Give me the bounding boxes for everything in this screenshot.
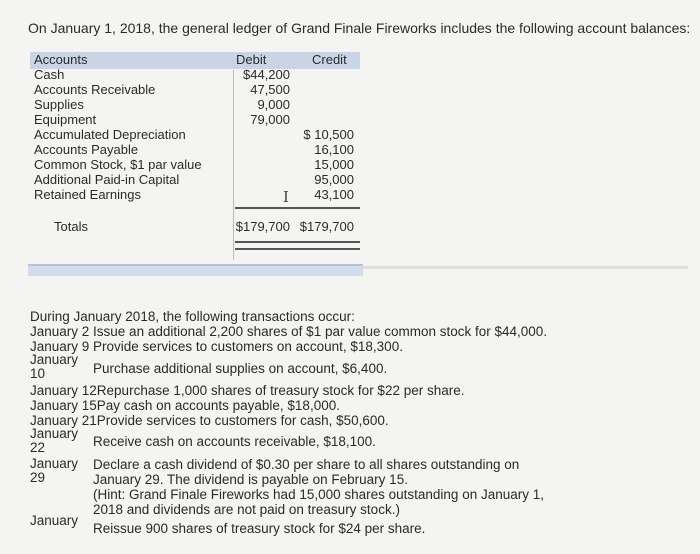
desc-line: 2018 and dividends are not paid on treasury stock.) — [93, 502, 400, 517]
row-account: Accumulated Depreciation — [34, 127, 186, 142]
row-debit: 47,500 — [250, 82, 290, 97]
row-account: Accounts Payable — [34, 142, 139, 157]
transaction-jan-30-date — [30, 514, 85, 528]
transaction-jan-30-desc: Reissue 900 shares of treasury stock for $24 per share. — [93, 521, 426, 536]
account-balances-table — [30, 52, 360, 258]
transaction-jan-15: January 15Pay cash on accounts payable, $18,000. — [30, 398, 340, 413]
desc-line: January 29. The dividend is payable on February 15. — [93, 472, 408, 487]
header-credit: Credit — [312, 52, 347, 67]
date-day: 29 — [30, 470, 46, 485]
transaction-jan-21: January 21Provide services to customers for cash, $50,600. — [30, 413, 389, 428]
desc-line: (Hint: Grand Finale Fireworks had 15,000 shares outstanding on January 1, — [93, 487, 544, 502]
transaction-jan-22-date — [30, 427, 85, 455]
row-account: Common Stock, $1 par value — [34, 157, 202, 172]
totals-credit: $179,700 — [299, 219, 354, 234]
double-rule-bottom — [235, 248, 360, 250]
row-credit: 95,000 — [314, 172, 354, 187]
row-debit: $44,200 — [243, 67, 290, 82]
row-credit: 43,100 — [314, 187, 354, 202]
row-credit: 15,000 — [314, 157, 354, 172]
totals-debit: $179,700 — [235, 219, 290, 234]
row-account: Cash — [34, 67, 65, 82]
date-day: 10 — [30, 366, 46, 381]
transaction-jan-12: January 12Repurchase 1,000 shares of treasury stock for $22 per share. — [30, 383, 465, 398]
date-month: January — [30, 456, 79, 471]
column-divider — [233, 70, 234, 260]
transaction-jan-29-desc — [93, 457, 544, 517]
row-credit: $ 10,500 — [303, 127, 354, 142]
desc-line: Declare a cash dividend of $0.30 per share to all shares outstanding on — [93, 457, 520, 472]
subtotal-rule — [235, 207, 360, 209]
date-month: January — [30, 513, 79, 528]
transaction-jan-22-desc: Receive cash on accounts receivable, $18,100. — [93, 434, 376, 449]
row-account: Supplies — [34, 97, 84, 112]
problem-intro: On January 1, 2018, the general ledger of Grand Finale Fireworks includes the following account balances: — [28, 20, 691, 36]
row-account: Retained Earnings — [34, 187, 141, 202]
transaction-jan-2: January 2 Issue an additional 2,200 shares of $1 par value common stock for $44,000. — [30, 324, 548, 339]
row-credit: 16,100 — [314, 142, 354, 157]
header-debit: Debit — [236, 52, 267, 67]
text-cursor-icon: I — [283, 188, 289, 206]
row-debit: 9,000 — [257, 97, 290, 112]
table-footer-bar — [28, 264, 363, 276]
row-account: Accounts Receivable — [34, 82, 156, 97]
transaction-jan-29-date — [30, 457, 85, 485]
date-month: January — [30, 426, 79, 441]
row-debit: 79,000 — [250, 112, 290, 127]
header-accounts: Accounts — [34, 52, 88, 67]
date-day: 22 — [30, 440, 46, 455]
divider-line — [363, 266, 688, 269]
transaction-jan-10-date — [30, 353, 85, 381]
row-account: Equipment — [34, 112, 97, 127]
double-rule-top — [235, 241, 360, 243]
transaction-jan-10-desc: Purchase additional supplies on account, $6,400. — [93, 361, 388, 376]
transactions-intro: During January 2018, the following transactions occur: — [30, 309, 355, 324]
transaction-jan-9: January 9 Provide services to customers on account, $18,300. — [30, 339, 403, 354]
row-account: Additional Paid-in Capital — [34, 172, 180, 187]
totals-label: Totals — [54, 219, 88, 234]
date-month: January — [30, 352, 79, 367]
